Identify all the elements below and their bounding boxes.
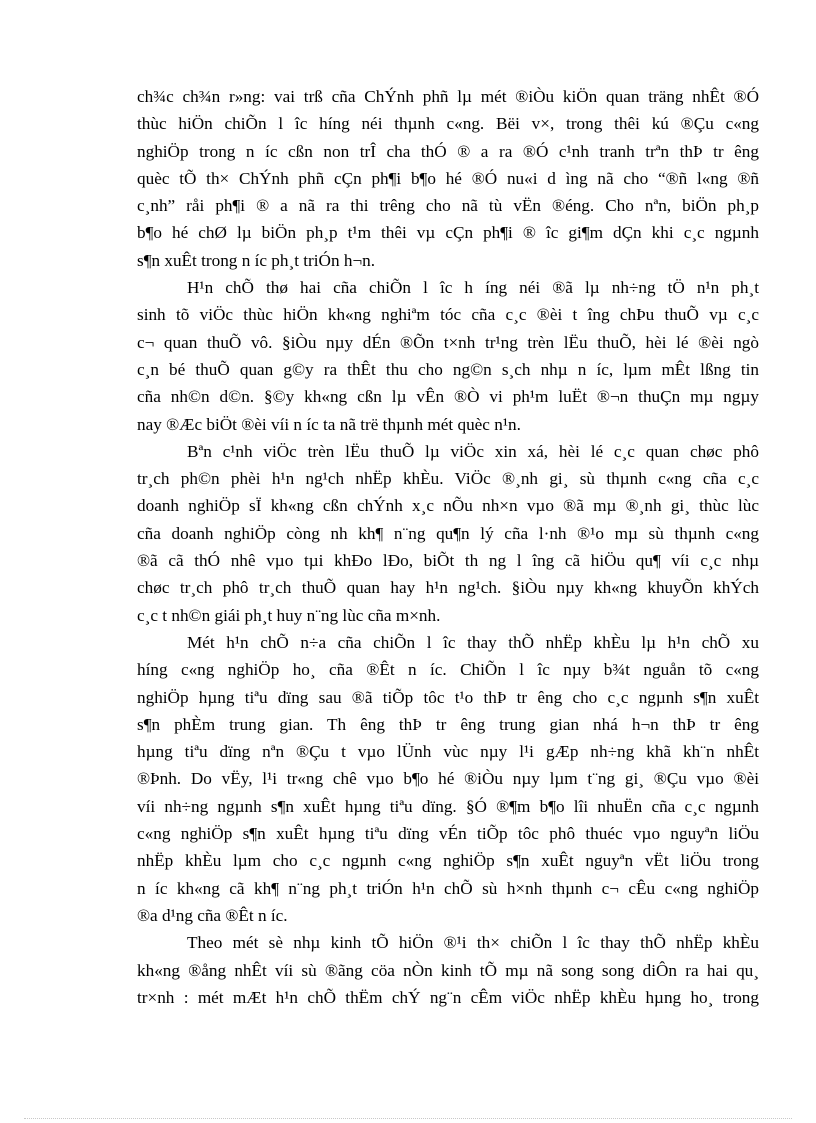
text-line: c¸nh” råi ph¶i ® a nã ra thi trêng cho nã tù vËn ®éng. Cho nªn, biÖn ph¸p — [137, 196, 759, 216]
body-text — [137, 83, 759, 1011]
paragraph — [137, 629, 759, 929]
text-line: ®ã cã thÓ nhê vµo tµi khÐo lÐo, biÕt th ng l îng cã hiÖu qu¶ víi c¸c nhµ — [137, 551, 759, 571]
text-line: nghiÖp trong n íc cßn non trÎ cha thÓ ® a ra ®Ó c¹nh tranh trªn thÞ tr êng — [137, 141, 759, 161]
text-line: ch¾c ch¾n r»ng: vai trß cña ChÝnh phñ lµ mét ®iÒu kiÖn quan träng nhÊt ®Ó — [137, 87, 759, 106]
text-line: s¶n phÈm trung gian. Th êng thÞ tr êng trung gian nhá h¬n thÞ tr êng — [137, 714, 759, 734]
text-line: sinh tõ viÖc thùc hiÖn kh«ng nghiªm tóc cña c¸c ®èi t îng chÞu thuÕ vµ c¸c — [137, 305, 759, 325]
text-line: tr×nh : mét mÆt h¹n chÕ thËm chÝ ng¨n cÊm viÖc nhËp khÈu hµng ho¸ trong — [137, 987, 759, 1007]
text-line: c«ng nghiÖp s¶n xuÊt hµng tiªu dïng vÉn tiÕp tôc phô thuéc vµo nguyªn liÖu — [137, 824, 759, 844]
text-line: thùc hiÖn chiÕn l îc híng néi thµnh c«ng. Bëi v×, trong thêi kú ®Çu c«ng — [137, 114, 759, 134]
text-line: H¹n chÕ thø hai cña chiÕn l îc h íng néi ®ã lµ nh÷ng tÖ n¹n ph¸t — [187, 278, 759, 298]
text-line: Theo mét sè nhµ kinh tÕ hiÖn ®¹i th× chiÕn l îc thay thÕ nhËp khÈu — [187, 933, 759, 953]
text-line: c¬ quan thuÕ vô. §iÒu nµy dÉn ®Õn t×nh tr¹ng trèn lËu thuÕ, hèi lé ®èi ngò — [137, 332, 759, 352]
text-line: Mét h¹n chÕ n÷a cña chiÕn l îc thay thÕ nhËp khÈu lµ h¹n chÕ xu — [187, 632, 759, 652]
paragraph — [137, 929, 759, 1011]
text-line: quèc tÕ th× ChÝnh phñ cÇn ph¶i b¶o hé ®Ó nu«i d ìng nã cho “®ñ l«ng ®ñ — [137, 168, 759, 188]
text-line: c¸n bé thuÕ quan g©y ra thÊt thu cho ng©n s¸ch nhµ n íc, lµm mÊt lßng tin — [137, 359, 759, 379]
text-line: b¶o hé chØ lµ biÖn ph¸p t¹m thêi vµ cÇn ph¶i ® îc gi¶m dÇn khi c¸c ngµnh — [137, 223, 759, 243]
text-line: doanh nghiÖp sÏ kh«ng cßn chÝnh x¸c nÕu nh×n vµo ®ã mµ ®¸nh gi¸ thùc lùc — [137, 496, 759, 516]
text-line: chøc tr¸ch phô tr¸ch thuÕ quan hay h¹n ng¹ch. §iÒu nµy kh«ng khuyÕn khÝch — [137, 578, 759, 598]
text-line: Bªn c¹nh viÖc trèn lËu thuÕ lµ viÖc xin xá, hèi lé c¸c quan chøc phô — [187, 441, 759, 461]
text-line: n íc kh«ng cã kh¶ n¨ng ph¸t triÓn h¹n chÕ sù h×nh thµnh c¬ cÊu c«ng nghiÖp — [137, 878, 759, 898]
text-line: nay ®Æc biÖt ®èi víi n íc ta nã trë thµnh mét quèc n¹n. — [137, 414, 521, 434]
text-line: hµng tiªu dïng nªn ®Çu t vµo lÜnh vùc nµy l¹i gÆp nh÷ng khã kh¨n nhÊt — [137, 742, 759, 762]
text-line: víi nh÷ng ngµnh s¶n xuÊt hµng tiªu dïng. §Ó ®¶m b¶o lîi nhuËn cña c¸c ngµnh — [137, 796, 759, 816]
text-line: kh«ng ®ång nhÊt víi sù ®ãng cöa nÒn kinh tÕ mµ nã song song diÔn ra hai qu¸ — [137, 960, 759, 980]
text-line: ®Þnh. Do vËy, l¹i tr«ng chê vµo b¶o hé ®iÒu nµy lµm t¨ng gi¸ ®Çu vµo ®èi — [137, 769, 759, 789]
paragraph — [137, 438, 759, 629]
text-line: nghiÖp hµng tiªu dïng sau ®ã tiÕp tôc t¹o thÞ tr êng cho c¸c ngµnh s¶n xuÊt — [137, 687, 759, 707]
text-line: s¶n xuÊt trong n íc ph¸t triÓn h¬n. — [137, 250, 376, 270]
page-bottom-divider — [24, 1118, 792, 1119]
paragraph — [137, 274, 759, 438]
text-line: ®a d¹ng cña ®Êt n íc. — [137, 905, 288, 925]
text-line: c¸c t nh©n giái ph¸t huy n¨ng lùc cña m×nh. — [137, 605, 441, 625]
paragraph — [137, 83, 759, 274]
text-line: híng c«ng nghiÖp ho¸ cña ®Êt n íc. ChiÕn l îc nµy b¾t nguån tõ c«ng — [137, 660, 759, 680]
text-line: nhËp khÈu lµm cho c¸c ngµnh c«ng nghiÖp s¶n xuÊt nguyªn vËt liÖu trong — [137, 851, 759, 871]
text-line: cña doanh nghiÖp còng nh kh¶ n¨ng qu¶n lý cña l·nh ®¹o mµ sù thµnh c«ng — [137, 523, 759, 543]
text-line: tr¸ch ph©n phèi h¹n ng¹ch nhËp khÈu. ViÖc ®¸nh gi¸ sù thµnh c«ng cña c¸c — [137, 469, 759, 489]
text-line: cña nh©n d©n. §©y kh«ng cßn lµ vÊn ®Ò vi ph¹m luËt ®¬n thuÇn mµ ngµy — [137, 387, 759, 407]
